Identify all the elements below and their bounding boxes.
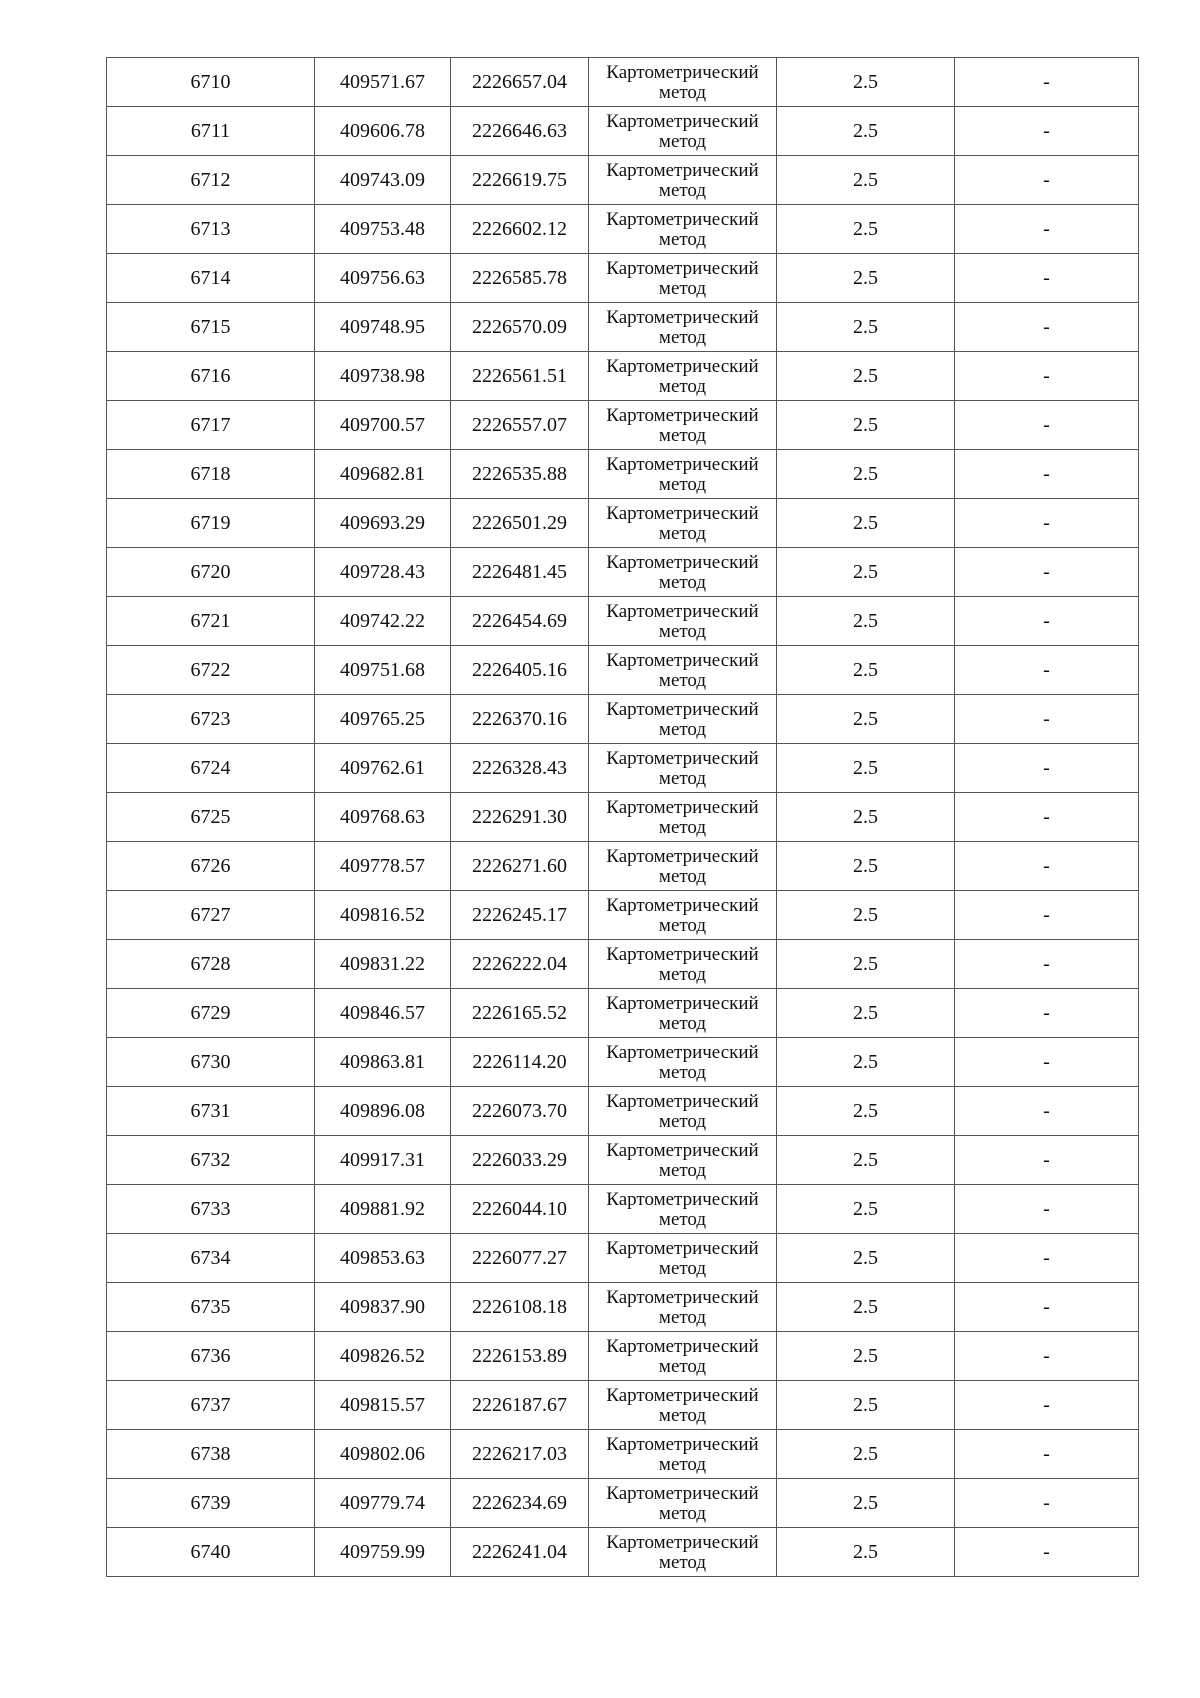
- x-coordinate-cell: 409863.81: [315, 1038, 451, 1087]
- method-text-line: метод: [658, 620, 707, 642]
- point-number-cell: 6721: [107, 597, 315, 646]
- point-number-cell: 6727: [107, 891, 315, 940]
- table-row: [107, 1332, 1139, 1381]
- point-number-cell: 6714: [107, 254, 315, 303]
- point-number-cell: 6736: [107, 1332, 315, 1381]
- accuracy-cell: 2.5: [777, 205, 955, 254]
- x-coordinate-cell: 409728.43: [315, 548, 451, 597]
- method-text-line: метод: [658, 179, 707, 201]
- method-cell: [589, 1528, 777, 1577]
- note-cell: -: [955, 695, 1139, 744]
- note-cell: -: [955, 450, 1139, 499]
- note-cell: -: [955, 254, 1139, 303]
- note-cell: -: [955, 1234, 1139, 1283]
- point-number-cell: 6734: [107, 1234, 315, 1283]
- note-cell: -: [955, 1430, 1139, 1479]
- method-text-line: Картометрический: [606, 1335, 759, 1357]
- y-coordinate-cell: 2226657.04: [451, 58, 589, 107]
- table-row: [107, 1185, 1139, 1234]
- accuracy-cell: 2.5: [777, 303, 955, 352]
- table-row: [107, 940, 1139, 989]
- method-text-line: метод: [658, 816, 707, 838]
- method-text-line: метод: [658, 1012, 707, 1034]
- accuracy-cell: 2.5: [777, 1479, 955, 1528]
- x-coordinate-cell: 409742.22: [315, 597, 451, 646]
- point-number-cell: 6735: [107, 1283, 315, 1332]
- y-coordinate-cell: 2226585.78: [451, 254, 589, 303]
- y-coordinate-cell: 2226234.69: [451, 1479, 589, 1528]
- table-row: [107, 1087, 1139, 1136]
- note-cell: -: [955, 646, 1139, 695]
- method-text-line: Картометрический: [606, 649, 759, 671]
- method-text-line: Картометрический: [606, 894, 759, 916]
- method-text-line: Картометрический: [606, 1237, 759, 1259]
- point-number-cell: 6730: [107, 1038, 315, 1087]
- method-text-line: метод: [658, 669, 707, 691]
- x-coordinate-cell: 409837.90: [315, 1283, 451, 1332]
- method-text-line: Картометрический: [606, 1139, 759, 1161]
- note-cell: -: [955, 1479, 1139, 1528]
- table-row: [107, 58, 1139, 107]
- accuracy-cell: 2.5: [777, 989, 955, 1038]
- accuracy-cell: 2.5: [777, 1234, 955, 1283]
- method-text-line: Картометрический: [606, 1188, 759, 1210]
- table-row: [107, 499, 1139, 548]
- y-coordinate-cell: 2226114.20: [451, 1038, 589, 1087]
- x-coordinate-cell: 409853.63: [315, 1234, 451, 1283]
- coordinates-table: [106, 57, 1139, 1577]
- y-coordinate-cell: 2226481.45: [451, 548, 589, 597]
- method-text-line: Картометрический: [606, 845, 759, 867]
- accuracy-cell: 2.5: [777, 450, 955, 499]
- point-number-cell: 6723: [107, 695, 315, 744]
- x-coordinate-cell: 409779.74: [315, 1479, 451, 1528]
- accuracy-cell: 2.5: [777, 842, 955, 891]
- table-row: [107, 107, 1139, 156]
- method-text-line: метод: [658, 914, 707, 936]
- point-number-cell: 6737: [107, 1381, 315, 1430]
- x-coordinate-cell: 409917.31: [315, 1136, 451, 1185]
- accuracy-cell: 2.5: [777, 58, 955, 107]
- method-cell: [589, 401, 777, 450]
- table-row: [107, 695, 1139, 744]
- table-row: [107, 1430, 1139, 1479]
- table-row: [107, 254, 1139, 303]
- method-text-line: Картометрический: [606, 1090, 759, 1112]
- table-row: [107, 1528, 1139, 1577]
- x-coordinate-cell: 409700.57: [315, 401, 451, 450]
- accuracy-cell: 2.5: [777, 891, 955, 940]
- accuracy-cell: 2.5: [777, 1185, 955, 1234]
- note-cell: -: [955, 793, 1139, 842]
- point-number-cell: 6715: [107, 303, 315, 352]
- method-text-line: метод: [658, 522, 707, 544]
- y-coordinate-cell: 2226557.07: [451, 401, 589, 450]
- method-text-line: Картометрический: [606, 61, 759, 83]
- y-coordinate-cell: 2226108.18: [451, 1283, 589, 1332]
- method-text-line: метод: [658, 375, 707, 397]
- method-text-line: Картометрический: [606, 1384, 759, 1406]
- x-coordinate-cell: 409738.98: [315, 352, 451, 401]
- method-text-line: метод: [658, 1502, 707, 1524]
- table-row: [107, 793, 1139, 842]
- table-row: [107, 891, 1139, 940]
- note-cell: -: [955, 940, 1139, 989]
- point-number-cell: 6729: [107, 989, 315, 1038]
- y-coordinate-cell: 2226044.10: [451, 1185, 589, 1234]
- y-coordinate-cell: 2226328.43: [451, 744, 589, 793]
- method-text-line: Картометрический: [606, 1041, 759, 1063]
- method-text-line: метод: [658, 1551, 707, 1573]
- point-number-cell: 6725: [107, 793, 315, 842]
- x-coordinate-cell: 409571.67: [315, 58, 451, 107]
- table-row: [107, 646, 1139, 695]
- point-number-cell: 6733: [107, 1185, 315, 1234]
- method-text-line: Картометрический: [606, 208, 759, 230]
- x-coordinate-cell: 409693.29: [315, 499, 451, 548]
- note-cell: -: [955, 744, 1139, 793]
- note-cell: -: [955, 107, 1139, 156]
- method-text-line: Картометрический: [606, 992, 759, 1014]
- method-cell: [589, 58, 777, 107]
- table-row: [107, 1136, 1139, 1185]
- x-coordinate-cell: 409748.95: [315, 303, 451, 352]
- method-text-line: Картометрический: [606, 1482, 759, 1504]
- x-coordinate-cell: 409802.06: [315, 1430, 451, 1479]
- x-coordinate-cell: 409751.68: [315, 646, 451, 695]
- accuracy-cell: 2.5: [777, 1136, 955, 1185]
- y-coordinate-cell: 2226602.12: [451, 205, 589, 254]
- y-coordinate-cell: 2226646.63: [451, 107, 589, 156]
- x-coordinate-cell: 409765.25: [315, 695, 451, 744]
- method-text-line: метод: [658, 571, 707, 593]
- accuracy-cell: 2.5: [777, 646, 955, 695]
- x-coordinate-cell: 409815.57: [315, 1381, 451, 1430]
- accuracy-cell: 2.5: [777, 1381, 955, 1430]
- y-coordinate-cell: 2226077.27: [451, 1234, 589, 1283]
- point-number-cell: 6720: [107, 548, 315, 597]
- y-coordinate-cell: 2226271.60: [451, 842, 589, 891]
- y-coordinate-cell: 2226570.09: [451, 303, 589, 352]
- x-coordinate-cell: 409756.63: [315, 254, 451, 303]
- method-cell: [589, 499, 777, 548]
- x-coordinate-cell: 409846.57: [315, 989, 451, 1038]
- x-coordinate-cell: 409896.08: [315, 1087, 451, 1136]
- table-row: [107, 401, 1139, 450]
- table-row: [107, 1234, 1139, 1283]
- method-cell: [589, 303, 777, 352]
- accuracy-cell: 2.5: [777, 107, 955, 156]
- method-text-line: метод: [658, 1355, 707, 1377]
- accuracy-cell: 2.5: [777, 548, 955, 597]
- y-coordinate-cell: 2226561.51: [451, 352, 589, 401]
- method-text-line: Картометрический: [606, 1531, 759, 1553]
- method-text-line: метод: [658, 326, 707, 348]
- note-cell: -: [955, 1038, 1139, 1087]
- method-cell: [589, 450, 777, 499]
- table-row: [107, 450, 1139, 499]
- method-cell: [589, 695, 777, 744]
- point-number-cell: 6718: [107, 450, 315, 499]
- y-coordinate-cell: 2226073.70: [451, 1087, 589, 1136]
- method-text-line: Картометрический: [606, 1433, 759, 1455]
- y-coordinate-cell: 2226217.03: [451, 1430, 589, 1479]
- point-number-cell: 6719: [107, 499, 315, 548]
- method-text-line: метод: [658, 1208, 707, 1230]
- note-cell: -: [955, 401, 1139, 450]
- point-number-cell: 6711: [107, 107, 315, 156]
- x-coordinate-cell: 409768.63: [315, 793, 451, 842]
- method-text-line: метод: [658, 718, 707, 740]
- y-coordinate-cell: 2226535.88: [451, 450, 589, 499]
- note-cell: -: [955, 597, 1139, 646]
- method-cell: [589, 1430, 777, 1479]
- method-text-line: метод: [658, 767, 707, 789]
- point-number-cell: 6726: [107, 842, 315, 891]
- method-text-line: метод: [658, 963, 707, 985]
- point-number-cell: 6712: [107, 156, 315, 205]
- accuracy-cell: 2.5: [777, 156, 955, 205]
- note-cell: -: [955, 989, 1139, 1038]
- note-cell: -: [955, 156, 1139, 205]
- method-cell: [589, 107, 777, 156]
- note-cell: -: [955, 205, 1139, 254]
- x-coordinate-cell: 409743.09: [315, 156, 451, 205]
- y-coordinate-cell: 2226245.17: [451, 891, 589, 940]
- method-cell: [589, 793, 777, 842]
- y-coordinate-cell: 2226454.69: [451, 597, 589, 646]
- y-coordinate-cell: 2226291.30: [451, 793, 589, 842]
- method-text-line: Картометрический: [606, 306, 759, 328]
- point-number-cell: 6716: [107, 352, 315, 401]
- method-cell: [589, 891, 777, 940]
- point-number-cell: 6724: [107, 744, 315, 793]
- x-coordinate-cell: 409881.92: [315, 1185, 451, 1234]
- method-text-line: Картометрический: [606, 502, 759, 524]
- method-text-line: Картометрический: [606, 943, 759, 965]
- method-cell: [589, 1332, 777, 1381]
- method-text-line: метод: [658, 130, 707, 152]
- note-cell: -: [955, 303, 1139, 352]
- accuracy-cell: 2.5: [777, 1038, 955, 1087]
- method-cell: [589, 548, 777, 597]
- note-cell: -: [955, 842, 1139, 891]
- method-text-line: метод: [658, 473, 707, 495]
- method-cell: [589, 1185, 777, 1234]
- accuracy-cell: 2.5: [777, 695, 955, 744]
- x-coordinate-cell: 409753.48: [315, 205, 451, 254]
- method-cell: [589, 1381, 777, 1430]
- method-cell: [589, 842, 777, 891]
- note-cell: -: [955, 58, 1139, 107]
- point-number-cell: 6740: [107, 1528, 315, 1577]
- note-cell: -: [955, 891, 1139, 940]
- accuracy-cell: 2.5: [777, 401, 955, 450]
- note-cell: -: [955, 548, 1139, 597]
- x-coordinate-cell: 409831.22: [315, 940, 451, 989]
- method-text-line: метод: [658, 1110, 707, 1132]
- method-text-line: метод: [658, 1257, 707, 1279]
- point-number-cell: 6717: [107, 401, 315, 450]
- y-coordinate-cell: 2226165.52: [451, 989, 589, 1038]
- method-cell: [589, 254, 777, 303]
- table-row: [107, 156, 1139, 205]
- method-text-line: Картометрический: [606, 404, 759, 426]
- table-row: [107, 1038, 1139, 1087]
- method-cell: [589, 1087, 777, 1136]
- table-row: [107, 205, 1139, 254]
- coordinates-table-body: [107, 58, 1139, 1577]
- accuracy-cell: 2.5: [777, 1087, 955, 1136]
- method-text-line: метод: [658, 1061, 707, 1083]
- point-number-cell: 6713: [107, 205, 315, 254]
- point-number-cell: 6731: [107, 1087, 315, 1136]
- method-text-line: метод: [658, 865, 707, 887]
- method-text-line: метод: [658, 81, 707, 103]
- method-text-line: Картометрический: [606, 1286, 759, 1308]
- table-row: [107, 303, 1139, 352]
- method-text-line: Картометрический: [606, 551, 759, 573]
- method-cell: [589, 940, 777, 989]
- table-row: [107, 1381, 1139, 1430]
- point-number-cell: 6739: [107, 1479, 315, 1528]
- x-coordinate-cell: 409778.57: [315, 842, 451, 891]
- note-cell: -: [955, 1381, 1139, 1430]
- point-number-cell: 6722: [107, 646, 315, 695]
- method-cell: [589, 1283, 777, 1332]
- method-cell: [589, 1038, 777, 1087]
- y-coordinate-cell: 2226187.67: [451, 1381, 589, 1430]
- method-cell: [589, 1479, 777, 1528]
- method-cell: [589, 597, 777, 646]
- x-coordinate-cell: 409762.61: [315, 744, 451, 793]
- accuracy-cell: 2.5: [777, 793, 955, 842]
- accuracy-cell: 2.5: [777, 499, 955, 548]
- method-text-line: Картометрический: [606, 453, 759, 475]
- accuracy-cell: 2.5: [777, 1430, 955, 1479]
- table-row: [107, 842, 1139, 891]
- method-text-line: Картометрический: [606, 159, 759, 181]
- table-row: [107, 352, 1139, 401]
- table-row: [107, 1283, 1139, 1332]
- y-coordinate-cell: 2226241.04: [451, 1528, 589, 1577]
- method-cell: [589, 1234, 777, 1283]
- y-coordinate-cell: 2226619.75: [451, 156, 589, 205]
- y-coordinate-cell: 2226405.16: [451, 646, 589, 695]
- table-row: [107, 989, 1139, 1038]
- note-cell: -: [955, 1283, 1139, 1332]
- note-cell: -: [955, 1332, 1139, 1381]
- method-text-line: метод: [658, 228, 707, 250]
- accuracy-cell: 2.5: [777, 254, 955, 303]
- method-text-line: Картометрический: [606, 355, 759, 377]
- method-text-line: Картометрический: [606, 110, 759, 132]
- method-cell: [589, 156, 777, 205]
- accuracy-cell: 2.5: [777, 744, 955, 793]
- x-coordinate-cell: 409816.52: [315, 891, 451, 940]
- method-text-line: Картометрический: [606, 747, 759, 769]
- method-cell: [589, 744, 777, 793]
- method-text-line: метод: [658, 1159, 707, 1181]
- method-text-line: метод: [658, 1404, 707, 1426]
- x-coordinate-cell: 409759.99: [315, 1528, 451, 1577]
- note-cell: -: [955, 499, 1139, 548]
- table-row: [107, 548, 1139, 597]
- method-text-line: метод: [658, 1453, 707, 1475]
- note-cell: -: [955, 352, 1139, 401]
- x-coordinate-cell: 409606.78: [315, 107, 451, 156]
- y-coordinate-cell: 2226501.29: [451, 499, 589, 548]
- method-text-line: Картометрический: [606, 698, 759, 720]
- y-coordinate-cell: 2226033.29: [451, 1136, 589, 1185]
- method-cell: [589, 205, 777, 254]
- method-text-line: метод: [658, 1306, 707, 1328]
- note-cell: -: [955, 1185, 1139, 1234]
- note-cell: -: [955, 1087, 1139, 1136]
- method-text-line: Картометрический: [606, 257, 759, 279]
- accuracy-cell: 2.5: [777, 1528, 955, 1577]
- point-number-cell: 6732: [107, 1136, 315, 1185]
- y-coordinate-cell: 2226222.04: [451, 940, 589, 989]
- x-coordinate-cell: 409682.81: [315, 450, 451, 499]
- accuracy-cell: 2.5: [777, 352, 955, 401]
- table-row: [107, 1479, 1139, 1528]
- note-cell: -: [955, 1136, 1139, 1185]
- x-coordinate-cell: 409826.52: [315, 1332, 451, 1381]
- method-cell: [589, 646, 777, 695]
- table-row: [107, 744, 1139, 793]
- method-text-line: Картометрический: [606, 600, 759, 622]
- y-coordinate-cell: 2226370.16: [451, 695, 589, 744]
- point-number-cell: 6710: [107, 58, 315, 107]
- y-coordinate-cell: 2226153.89: [451, 1332, 589, 1381]
- accuracy-cell: 2.5: [777, 597, 955, 646]
- method-text-line: Картометрический: [606, 796, 759, 818]
- method-cell: [589, 989, 777, 1038]
- point-number-cell: 6738: [107, 1430, 315, 1479]
- method-text-line: метод: [658, 277, 707, 299]
- point-number-cell: 6728: [107, 940, 315, 989]
- accuracy-cell: 2.5: [777, 940, 955, 989]
- method-text-line: метод: [658, 424, 707, 446]
- method-cell: [589, 352, 777, 401]
- table-row: [107, 597, 1139, 646]
- accuracy-cell: 2.5: [777, 1332, 955, 1381]
- accuracy-cell: 2.5: [777, 1283, 955, 1332]
- note-cell: -: [955, 1528, 1139, 1577]
- method-cell: [589, 1136, 777, 1185]
